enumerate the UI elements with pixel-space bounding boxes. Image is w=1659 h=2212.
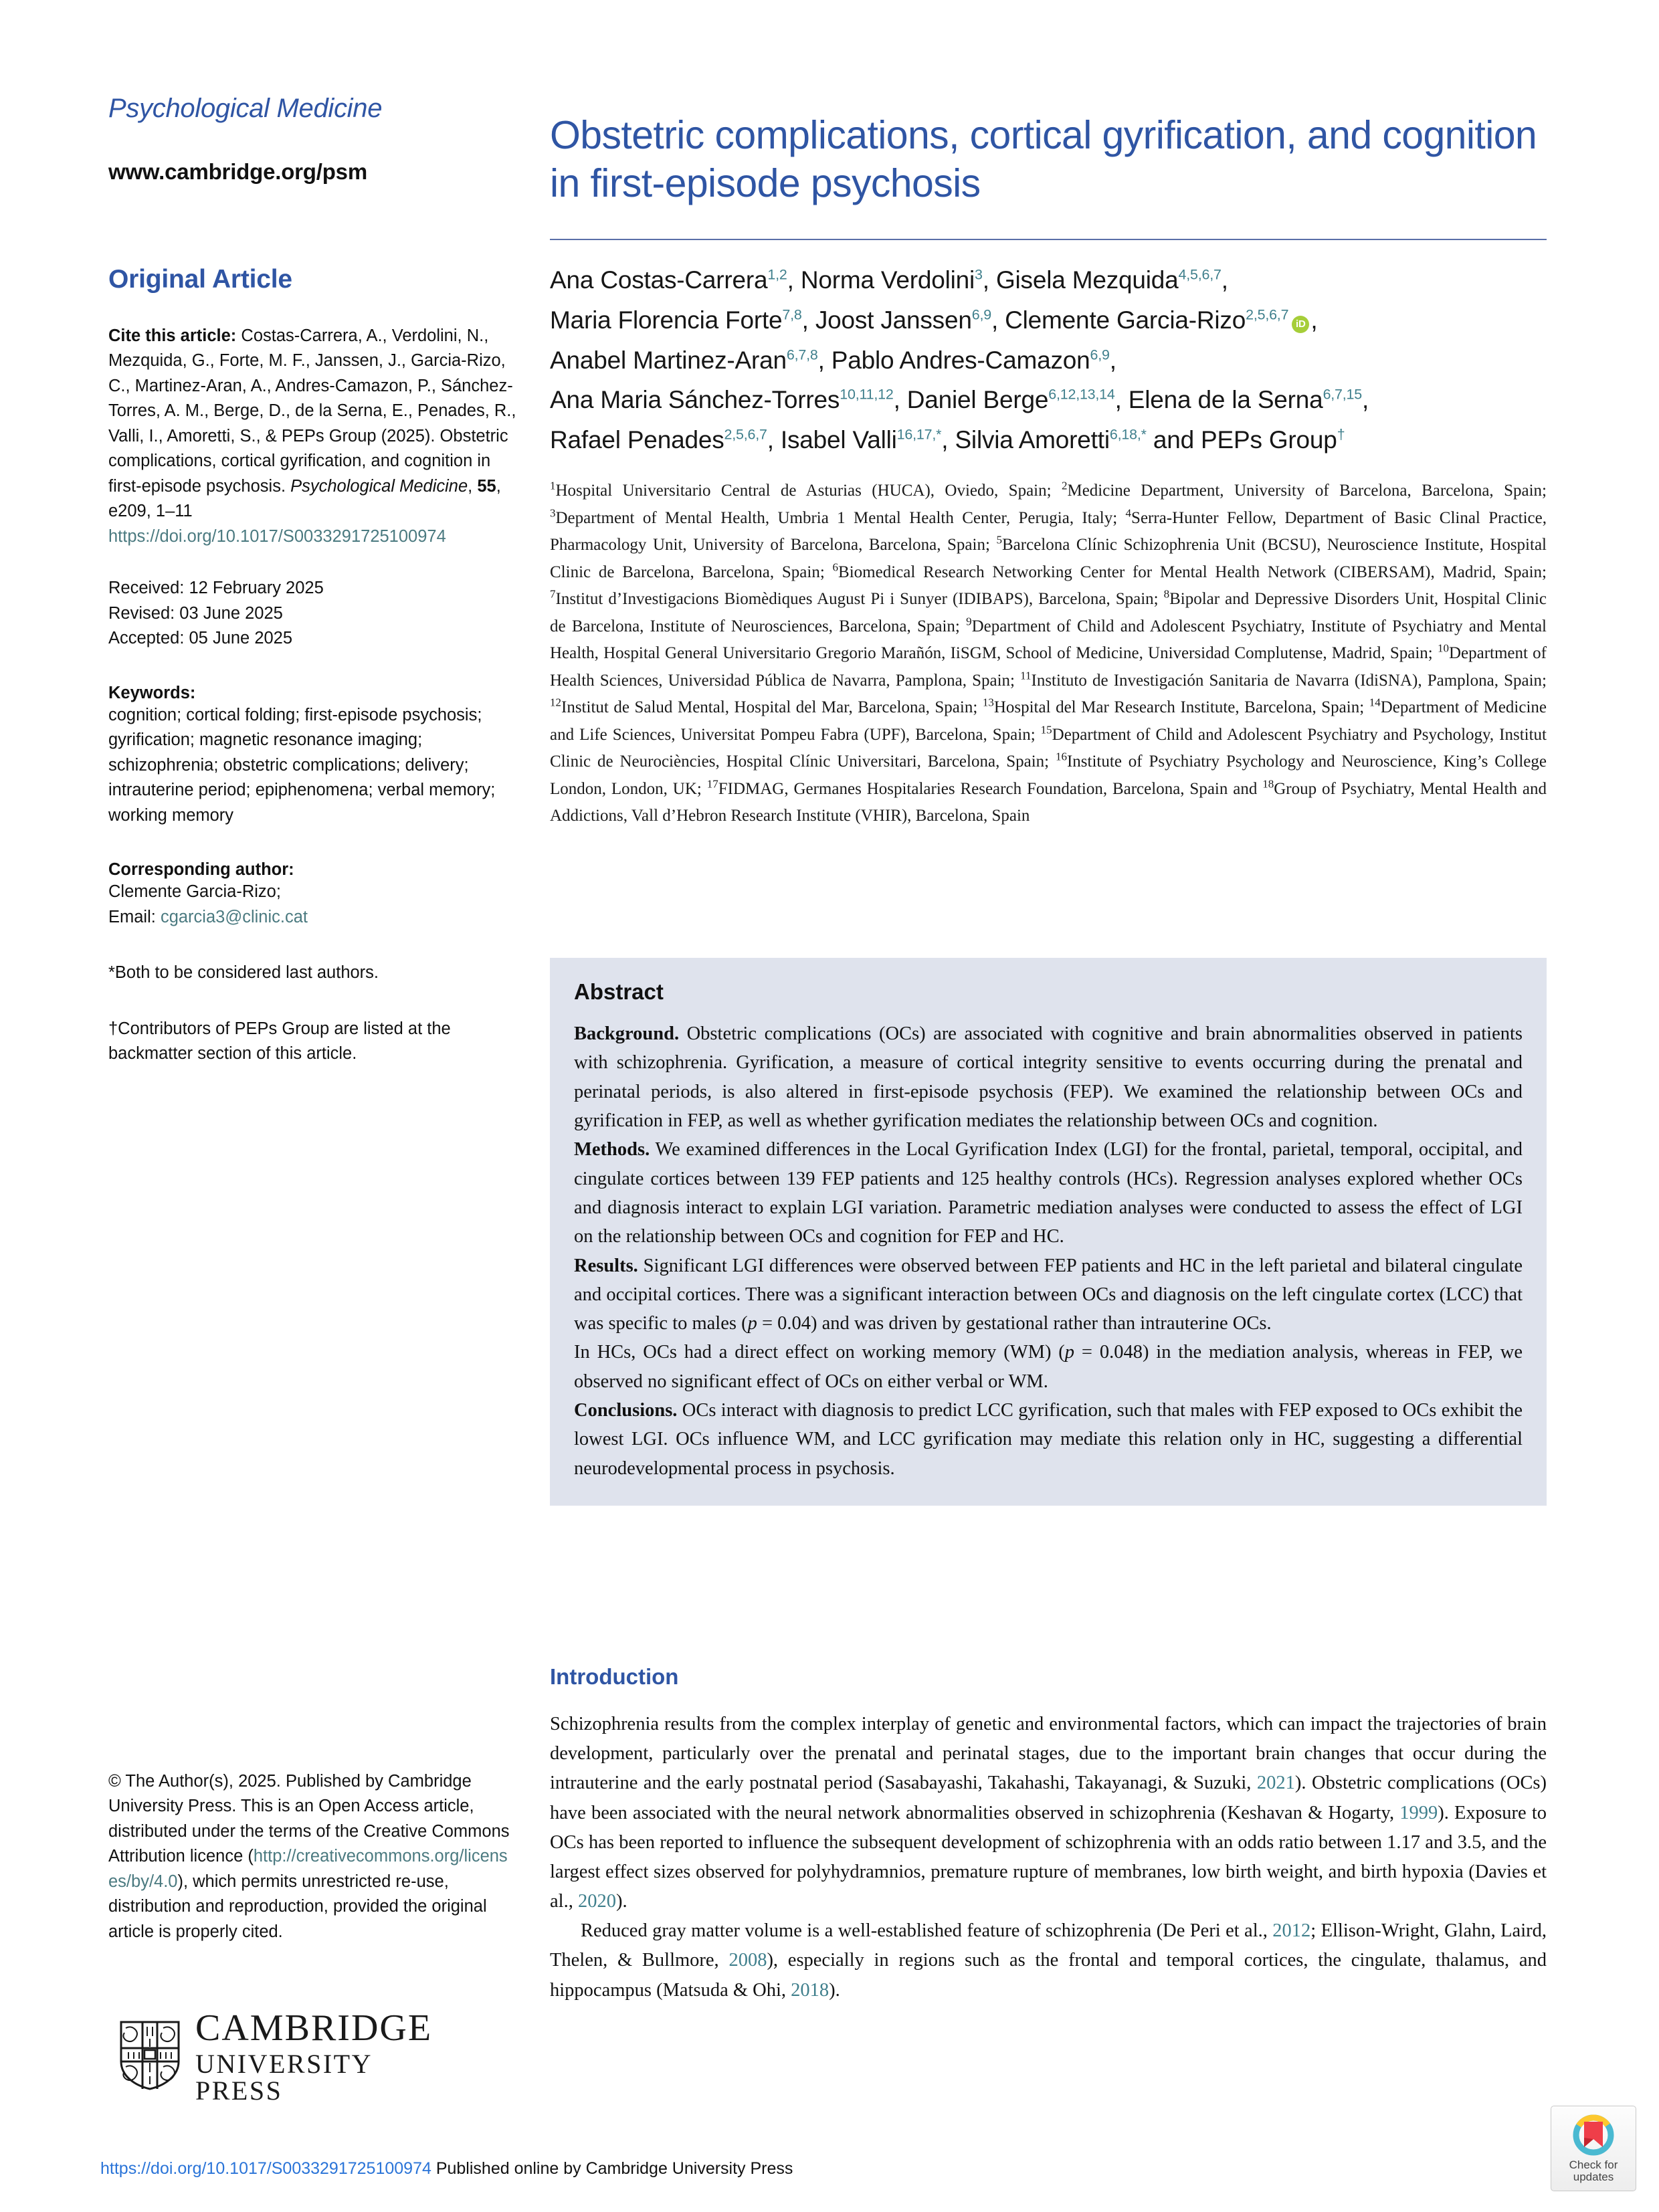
journal-name: Psychological Medicine bbox=[108, 94, 383, 123]
received-date: Received: 12 February 2025 bbox=[108, 579, 324, 598]
footer-published-text: Published online by Cambridge University Press bbox=[431, 2159, 793, 2178]
citation-block: Cite this article: Costas-Carrera, A., Verdolini, N., Mezquida, G., Forte, M. F., Janssen, J., Garcia-Rizo, C., Martinez-Aran, A., Andres-Camazon, P., Sánchez-Torres, A. M., Berge, D., de la Serna, E., Penades, R., Valli, I., Amoretti, S., & PEPs Group (2025). Obstetric complications, cortical gyrification, and cognition in first-episode psychosis. Psychological Medicine, 55, e209, 1–11 https://doi.org/10.1017/S0033291725100974 bbox=[108, 326, 516, 546]
paragraph: Results. Significant LGI differences were observed between FEP patients and HC in the left parietal and bilateral cingulate and occipital cortices. There was a significant interaction between OCs and diagnosis on the left cingulate cortex (LCC) that was specific to males (p = 0.04) and was driven by gestational rather than intrauterine OCs. bbox=[574, 1255, 1523, 1334]
corresponding-author-name: Clemente Garcia-Rizo; bbox=[108, 882, 281, 902]
affiliations-list: $^1$Hospital Universitario Central de Asturias (HUCA), Oviedo, Spain; $^2$Medicine Department, University of Barcelona, Barcelona, Spain; $^3$Department of Mental Health, Umbria 1 Mental Health Center, Perugia, Italy; $^4$Serra-Hunter Fellow, Department of Basic Clinal Practice, Pharmacology Unit, University of Barcelona, Barcelona, Spain; $^5$Barcelona Clínic Schizophrenia Unit (BCSU), Neuroscience Institute, Hospital Clinic de Barcelona, Barcelona, Spain; $^6$Biomedical Research Networking Center for Mental Health Network (CIBERSAM), Madrid, Spain; $^7$Institut d’Investigacions Biomèdiques August Pi i Sunyer (IDIBAPS), Barcelona, Spain; $^8$Bipolar and Depressive Disorders Unit, Hospital Clinic de Barcelona, Institute of Neurosciences, Barcelona, Spain; $^9$Department of Child and Adolescent Psychiatry, Institute of Psychiatry and Mental Health, Hospital General Universitario Gregorio Marañón, IiSGM, School of Medicine, Universidad Complutense, Madrid, Spain; $^{10}$Department of Health Sciences, Universidad Pública de Navarra, Pamplona, Spain; $^{11}$Instituto de Investigación Sanitaria de Navarra (IdiSNA), Pamplona, Spain; $^{12}$Institut de Salud Mental, Hospital del Mar, Barcelona, Spain; $^{13}$Hospital del Mar Research Institute, Barcelona, Spain; $^{14}$Department of Medicine and Life Sciences, Universitat Pompeu Fabra (UPF), Barcelona, Spain; $^{15}$Department of Child and Adolescent Psychiatry and Psychology, Institut Clinic de Neurociències, Hospital Clínic Universitari, Barcelona, Spain; $^{16}$Institute of Psychiatry Psychology and Neuroscience, King’s College London, London, UK; $^{17}$FIDMAG, Germanes Hospitalaries Research Foundation, Barcelona, Spain and $^{18}$Group of Psychiatry, Mental Health and Addictions, Vall d’Hebron Research Institute (VHIR), Barcelona, Spain bbox=[550, 480, 1547, 825]
sidebar bbox=[108, 94, 516, 1067]
paragraph: Background. Obstetric complications (OCs) are associated with cognitive and brain abnormalities observed in patients with schizophrenia. Gyrification, a measure of cortical integrity sensitive to events occurring during the prenatal and perinatal periods, is also altered in first-episode psychosis (FEP). We examined the relationship between OCs and gyrification in FEP, as well as whether gyrification mediates the relationship between OCs and cognition. bbox=[574, 1023, 1523, 1131]
revised-date: Revised: 03 June 2025 bbox=[108, 603, 283, 623]
crossmark-label-line1: Check for bbox=[1569, 2158, 1618, 2171]
abstract-box bbox=[550, 958, 1547, 1506]
paragraph: In HCs, OCs had a direct effect on working memory (WM) (p = 0.048) in the mediation analysis, whereas in FEP, we observed no significant effect of OCs on either verbal or WM. bbox=[574, 1342, 1523, 1392]
footnote-dagger: †Contributors of PEPs Group are listed at the backmatter section of this article. bbox=[108, 1019, 451, 1064]
abstract-heading: Abstract bbox=[574, 979, 664, 1004]
crossmark-label bbox=[1569, 2159, 1618, 2183]
article-type-heading: Original Article bbox=[108, 265, 292, 294]
introduction-section bbox=[550, 1664, 1547, 2005]
page-title: Obstetric complications, cortical gyrification, and cognition in first-episode psychosis bbox=[550, 112, 1537, 206]
cambridge-crest-icon bbox=[119, 2020, 181, 2094]
accepted-date: Accepted: 05 June 2025 bbox=[108, 629, 293, 648]
copyright-text-part1: © The Author(s), 2025. Published by Cambridge University Press. This is an Open Access article, distributed under the terms of the Creative Commons Attribution licence ( bbox=[108, 1772, 510, 1866]
footer-doi-link[interactable]: https://doi.org/10.1017/S0033291725100974 bbox=[100, 2159, 431, 2178]
paragraph: Reduced gray matter volume is a well-established feature of schizophrenia (De Peri et al., 2012; Ellison-Wright, Glahn, Laird, Thelen, & Bullmore, 2008), especially in regions such as the frontal and temporal cortices, the cingulate, thalamus, and hippocampus (Matsuda & Ohi, 2018). bbox=[550, 1920, 1547, 2001]
introduction-body bbox=[550, 1710, 1547, 2005]
cite-journal-name: Psychological Medicine bbox=[290, 476, 468, 496]
corresponding-author-label: Corresponding author: bbox=[108, 860, 294, 880]
main-column bbox=[550, 84, 1547, 830]
cambridge-wordmark-line2: UNIVERSITY PRESS bbox=[195, 2049, 372, 2106]
keywords-label: Keywords: bbox=[108, 683, 196, 702]
paragraph: Conclusions. OCs interact with diagnosis to predict LCC gyrification, such that males with FEP exposed to OCs exhibit the lowest LGI. OCs influence WM, and LCC gyrification may mediate this relation only in HC, suggesting a differential neurodevelopmental process in psychosis. bbox=[574, 1400, 1523, 1479]
paragraph: Schizophrenia results from the complex interplay of genetic and environmental factors, which can impact the trajectories of brain development, particularly over the prenatal and perinatal stages, due to the important brain changes that occur during the intrauterine and the early postnatal period (Sasabayashi, Takahashi, Takayanagi, & Suzuki, 2021). Obstetric complications (OCs) have been associated with the neural network abnormalities observed in schizophrenia (Keshavan & Hogarty, 1999). Exposure to OCs has been reported to influence the subsequent development of schizophrenia with an odds ratio between 1.17 and 3.5, and the largest effect sizes observed for polyhydramnios, premature rupture of membranes, low birth weight, and birth hypoxia (Davies et al., 2020). bbox=[550, 1714, 1547, 1912]
title-divider bbox=[550, 239, 1547, 240]
copyright-block bbox=[108, 1769, 515, 1944]
abstract-body bbox=[574, 1019, 1523, 1483]
citation-doi-link[interactable]: https://doi.org/10.1017/S0033291725100974 bbox=[108, 526, 446, 546]
crossmark-label-line2: updates bbox=[1573, 2171, 1614, 2184]
cite-authors: Costas-Carrera, A., Verdolini, N., Mezquida, G., Forte, M. F., Janssen, J., Garcia-Rizo, C., Martinez-Aran, A., Andres-Camazon, P., Sánchez-Torres, A. M., Berge, D., de la Serna, E., Penades, R., Valli, I., Amoretti, S., & PEPs Group (2025). Obstetric complications, cortical gyrification, and cognition in first-episode psychosis. bbox=[108, 326, 516, 496]
publication-dates bbox=[108, 576, 516, 651]
page-footer bbox=[100, 2159, 793, 2179]
cite-volume: 55 bbox=[477, 476, 496, 496]
cambridge-wordmark bbox=[195, 2009, 432, 2104]
corresponding-author-email-line bbox=[108, 905, 516, 930]
check-for-updates-badge[interactable] bbox=[1551, 2106, 1636, 2191]
keywords-list: cognition; cortical folding; first-episode psychosis; gyrification; magnetic resonance imaging; schizophrenia; obstetric complications; delivery; intrauterine period; epiphenomena; verbal memory; working memory bbox=[108, 705, 496, 825]
email-link[interactable]: cgarcia3@clinic.cat bbox=[160, 907, 308, 926]
crossmark-icon bbox=[1571, 2112, 1616, 2158]
cite-this-article-label: Cite this article: bbox=[108, 326, 237, 345]
footnote-star: *Both to be considered last authors. bbox=[108, 963, 379, 983]
paragraph: Methods. We examined differences in the Local Gyrification Index (LGI) for the frontal, parietal, temporal, occipital, and cingulate cortices between 139 FEP patients and 125 healthy controls (HCs). Regression analyses explored whether OCs and diagnosis interact to explain LGI variation. Parametric mediation analyses were conducted to assess the effect of LGI on the relationship between OCs and cognition for FEP and HC. bbox=[574, 1139, 1523, 1247]
journal-url[interactable]: www.cambridge.org/psm bbox=[108, 159, 367, 184]
cambridge-wordmark-line1: CAMBRIDGE bbox=[195, 2007, 433, 2049]
introduction-heading: Introduction bbox=[550, 1664, 679, 1689]
cambridge-university-press-logo bbox=[119, 2007, 433, 2106]
copyright-text-part2: ), which permits unrestricted re-use, distribution and reproduction, provided the original article is properly cited. bbox=[108, 1872, 487, 1941]
creative-commons-link[interactable]: http://creativecommons.org/licenses/by/4.0 bbox=[108, 1847, 508, 1891]
cite-pages: , e209, 1–11 bbox=[108, 476, 501, 521]
email-label: Email: bbox=[108, 907, 161, 926]
author-list: Ana Costas-Carrera$^{1,2}$, Norma Verdolini$^3$, Gisela Mezquida$^{4,5,6,7}$, Maria Florencia Forte$^{7,8}$, Joost Janssen$^{6,9}$, Clemente Garcia-Rizo$^{2,5,6,7}$iD , Anabel Martinez-Aran$^{6,7,8}$, Pablo Andres-Camazon$^{6,9}$, Ana Maria Sánchez-Torres$^{10,11,12}$, Daniel Berge$^{6,12,13,14}$, Elena de la Serna$^{6,7,15}$, Rafael Penades$^{2,5,6,7}$, Isabel Valli$^{16,17,*}$, Silvia Amoretti$^{6,18,*}$ and PEPs Group† bbox=[550, 266, 1369, 454]
